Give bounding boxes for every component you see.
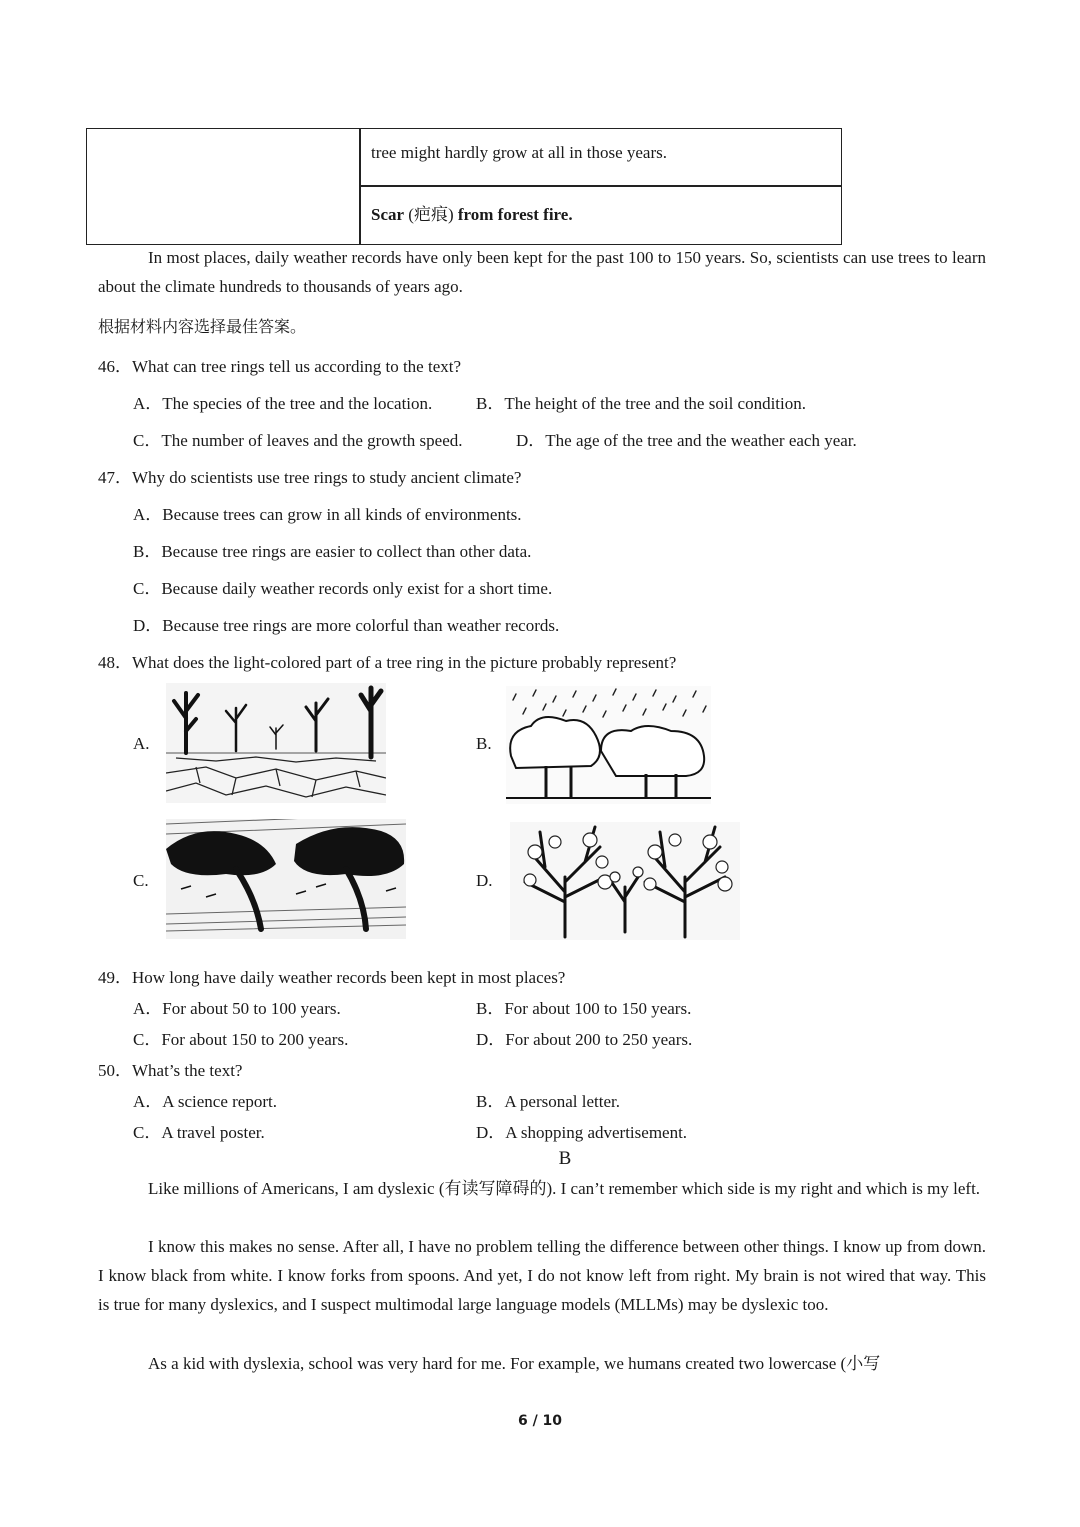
snow-picture[interactable] [510, 822, 740, 940]
scar-desc: from forest fire. [457, 205, 573, 224]
question-50: 50．What’s the text? [98, 1061, 243, 1080]
q49-option-d[interactable]: D．For about 200 to 250 years. [476, 1030, 693, 1049]
q46-option-a[interactable]: A．The species of the tree and the location. [133, 394, 433, 413]
passage-closing-paragraph: In most places, daily weather records have only been kept for the past 100 to 150 years. So, scientists can use trees to learn about the climate hundreds to thousands of years ago. [98, 248, 986, 296]
q48-option-b-label[interactable]: B. [476, 734, 492, 753]
q48-option-a-label[interactable]: A. [133, 734, 150, 753]
tree-ring-table [86, 128, 842, 245]
q48-option-c-label[interactable]: C. [133, 871, 149, 890]
q50-option-a[interactable]: A．A science report. [133, 1092, 277, 1111]
windstorm-picture[interactable] [166, 819, 406, 939]
section-b-paragraph-1: Like millions of Americans, I am dyslexic (有读写障碍的). I can’t remember which side is my right and which is my left. [148, 1179, 981, 1198]
table-column-divider [359, 129, 361, 244]
scar-term: Scar [371, 205, 405, 224]
question-46: 46．What can tree rings tell us according to the text? [98, 357, 462, 376]
scar-note: (疤痕) [408, 205, 454, 224]
q49-option-b[interactable]: B．For about 100 to 150 years. [476, 999, 692, 1018]
q50-option-d[interactable]: D．A shopping advertisement. [476, 1123, 688, 1142]
table-row-divider [359, 185, 841, 187]
q46-option-b[interactable]: B．The height of the tree and the soil condition. [476, 394, 807, 413]
q48-option-d-label[interactable]: D. [476, 871, 493, 890]
q47-option-d[interactable]: D．Because tree rings are more colorful than weather records. [133, 616, 560, 635]
q49-option-a[interactable]: A．For about 50 to 100 years. [133, 999, 341, 1018]
q50-option-b[interactable]: B．A personal letter. [476, 1092, 621, 1111]
drought-picture[interactable] [166, 683, 386, 803]
section-b-paragraph-2: I know this makes no sense. After all, I have no problem telling the difference between other things. I know up from down. I know black from white. I know forks from spoons. And yet, I do not know left from right. My brain is not wired that way. This is true for many dyslexics, and I suspect multimodal large language models (MLLMs) may be dyslexic too. [98, 1237, 986, 1314]
rain-picture[interactable] [506, 686, 711, 804]
q49-option-c[interactable]: C．For about 150 to 200 years. [133, 1030, 349, 1049]
q47-option-b[interactable]: B．Because tree rings are easier to collect than other data. [133, 542, 532, 561]
q47-option-a[interactable]: A．Because trees can grow in all kinds of environments. [133, 505, 522, 524]
question-48: 48．What does the light-colored part of a tree ring in the picture probably represent? [98, 653, 677, 672]
page-number: 6 / 10 [517, 1413, 563, 1429]
instruction: 根据材料内容选择最佳答案。 [98, 317, 307, 336]
question-47: 47．Why do scientists use tree rings to study ancient climate? [98, 468, 522, 487]
section-b-paragraph-3: As a kid with dyslexia, school was very hard for me. For example, we humans created two lowercase (小写 [148, 1354, 881, 1373]
section-b-heading: B [558, 1148, 572, 1169]
q46-option-d[interactable]: D．The age of the tree and the weather each year. [516, 431, 857, 450]
q50-option-c[interactable]: C．A travel poster. [133, 1123, 265, 1142]
question-49: 49．How long have daily weather records been kept in most places? [98, 968, 566, 987]
table-cell-drought: tree might hardly grow at all in those years. [371, 143, 667, 162]
q47-option-c[interactable]: C．Because daily weather records only exist for a short time. [133, 579, 553, 598]
q46-option-c[interactable]: C．The number of leaves and the growth speed. [133, 431, 463, 450]
table-cell-scar [371, 200, 573, 225]
